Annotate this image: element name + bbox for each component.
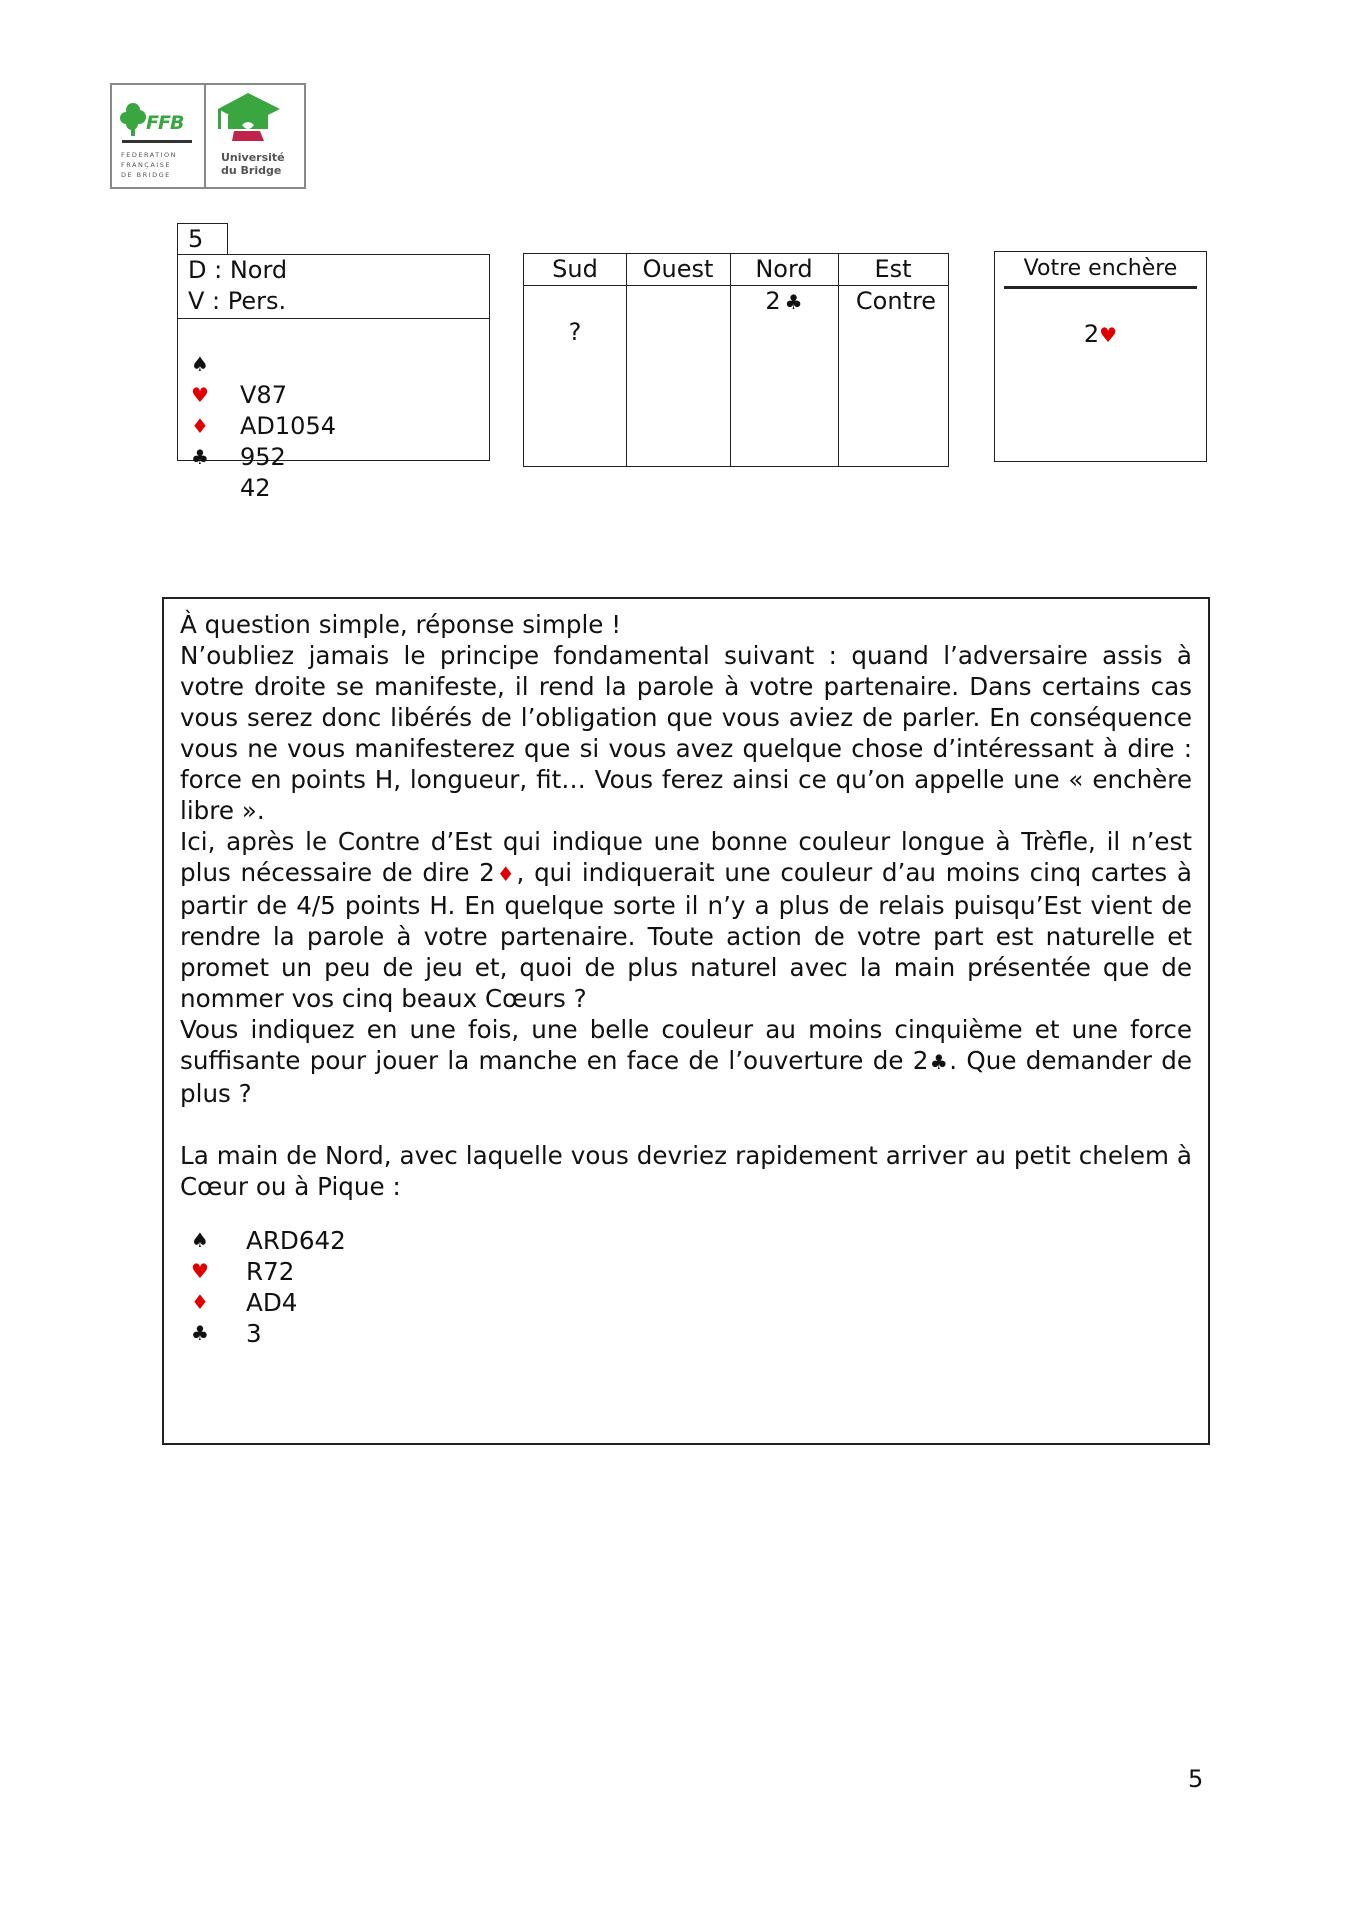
header-sud: Sud (552, 255, 598, 283)
explanation-conclusion-part-1: Vous indiquez en une fois, une belle couleur au moins cinquième et une force suffisante pour jouer la manche en face de l’ouverture de 2 (180, 1015, 1192, 1075)
ffb-subtitle-1: FEDERATION (121, 151, 178, 159)
ffb-logo (112, 85, 206, 187)
diamond-cards: 952 (240, 443, 286, 471)
ffb-wordmark: FFB (146, 112, 184, 134)
universite-line-1: Université (221, 151, 285, 164)
club-icon: ♣ (784, 290, 803, 314)
club-icon: ♣ (928, 1050, 950, 1074)
north-diamond-cards: AD4 (246, 1288, 298, 1317)
north-heart-cards: R72 (246, 1257, 295, 1286)
bid-nord-opening (730, 286, 838, 317)
club-icon: ♣ (191, 1321, 209, 1345)
explanation-box (162, 597, 1210, 1445)
answer-box (994, 251, 1207, 462)
spade-icon: ♠ (191, 352, 209, 376)
explanation-text (180, 609, 1192, 1202)
universite-logo (206, 85, 304, 187)
bid-est-double: Contre (855, 287, 937, 315)
explanation-analysis-part-1: Ici, après le Contre d’Est qui indique une bonne couleur longue à Trèfle, il n’est plus nécessaire de dire 2 (180, 827, 1192, 887)
explanation-principle: N’oubliez jamais le principe fondamental suivant : quand l’adversaire assis à votre droite se manifeste, il rend la parole à votre partenaire. Dans certains cas vous serez donc libérés de l’obligation que vous aviez de parler. En conséquence vous ne vous manifesterez que si vous avez quelque chose d’intéressant à dire : force en points H, longueur, fit… Vous ferez ainsi ce qu’on appelle une « enchère libre ». (180, 641, 1192, 825)
answer-bid (995, 320, 1206, 348)
heart-icon: ♥ (191, 383, 209, 407)
diamond-icon: ♦ (191, 414, 209, 438)
vulnerability: V : Pers. (188, 287, 287, 315)
header-ouest: Ouest (642, 255, 714, 283)
explanation-intro: À question simple, réponse simple ! (180, 610, 622, 639)
club-icon: ♣ (191, 445, 209, 469)
bid-sud-question: ? (568, 318, 582, 346)
deal-info-box (177, 254, 490, 502)
bidding-table (523, 253, 949, 467)
page-number: 5 (1188, 1765, 1204, 1793)
north-spade-cards: ARD642 (246, 1226, 346, 1255)
universite-line-2: du Bridge (221, 164, 282, 177)
logo-divider (122, 140, 192, 143)
diamond-icon: ♦ (191, 1290, 209, 1314)
bidding-column-divider (626, 254, 627, 466)
heart-cards: AD1054 (240, 412, 336, 440)
header-nord: Nord (755, 255, 813, 283)
north-club-cards: 3 (246, 1319, 262, 1348)
answer-level: 2 (1083, 320, 1100, 348)
spade-cards: V87 (240, 381, 287, 409)
bid-level: 2 (765, 287, 781, 315)
explanation-north-hand-intro: La main de Nord, avec laquelle vous devriez rapidement arriver au petit chelem à Cœur ou à Pique : (180, 1141, 1192, 1201)
heart-icon: ♥ (191, 1259, 209, 1283)
ffb-subtitle-3: DE BRIDGE (121, 171, 171, 179)
club-cards: 42 (240, 474, 271, 502)
ffb-subtitle-2: FRANÇAISE (121, 161, 171, 169)
answer-title-underline (1004, 286, 1197, 289)
explanation-conclusion-part-2: . Que demander de plus ? (180, 1046, 1192, 1108)
graduation-cap-icon (214, 91, 284, 143)
explanation-conclusion (180, 1014, 1192, 1109)
explanation-analysis (180, 826, 1192, 1014)
deal-number: 5 (177, 223, 228, 255)
ffb-universite-logo (110, 83, 306, 189)
hand-row-spades (178, 318, 489, 409)
explanation-analysis-part-2: , qui indiquerait une couleur d’au moins cinq cartes à partir de 4/5 points H. En quelque sorte il n’y a plus de relais puisqu’Est vient de rendre la parole à votre partenaire. Toute action de votre part est naturelle et promet un peu de jeu et, quoi de plus naturel avec la main présentée que de nommer vos cinq beaux Cœurs ? (180, 858, 1192, 1013)
spade-icon: ♠ (191, 1228, 209, 1252)
diamond-icon: ♦ (494, 862, 517, 886)
heart-icon: ♥ (1099, 323, 1118, 347)
answer-title: Votre enchère (1023, 256, 1178, 281)
dealer: D : Nord (188, 256, 288, 284)
header-est: Est (874, 255, 912, 283)
